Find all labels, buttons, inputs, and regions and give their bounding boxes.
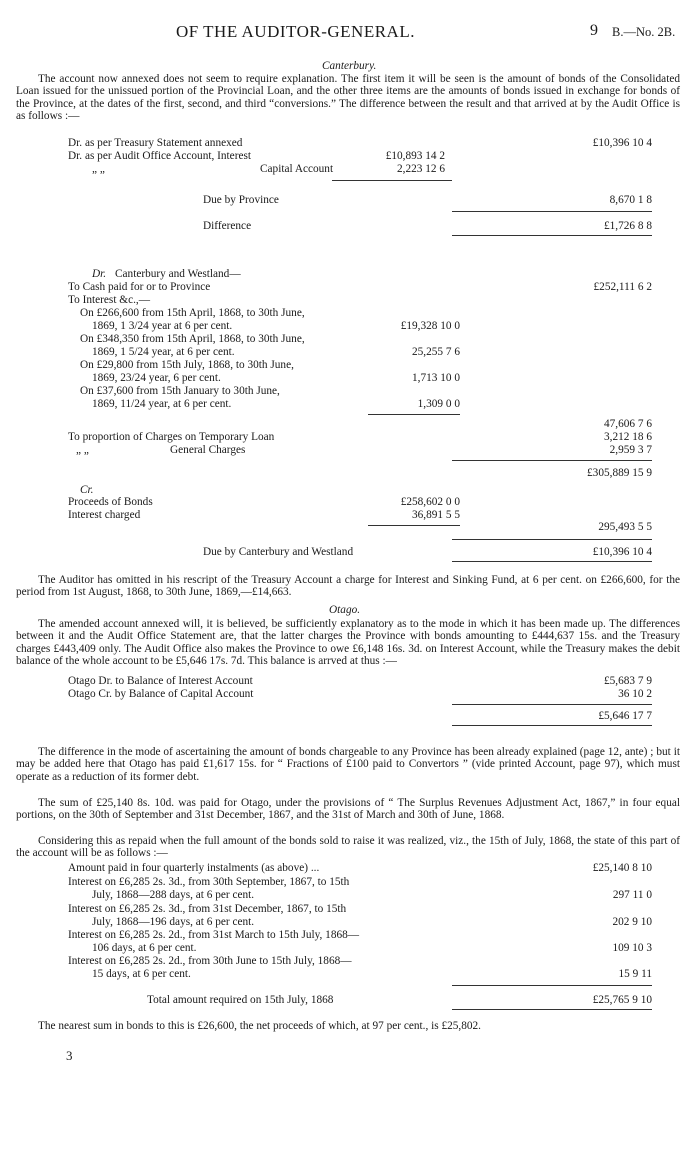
otago-dr-value: £5,683 7 9 [603,675,652,687]
calc-interest-4-value: 15 9 11 [618,968,652,980]
audit-capital: 2,223 12 6 [396,163,445,175]
account-title: Canterbury and Westland— [115,268,241,280]
calc-interest-1: Interest on £6,285 2s. 3d., from 30th September, 1867, to 15th [68,876,350,888]
section-heading-canterbury: Canterbury. [322,60,377,72]
cash-label: To Cash paid for or to Province [68,281,211,293]
otago-intro: The amended account annexed will, it is believed, be sufficiently explanatory as to the mode in which it has been made up. The differences between it and the Audit Office Statement are, that the latter charges the Province with bonds amounting to £444,637 15s. and the Treasury charges £443,409 only. The Audit Office also makes the Province to owe £6,148 16s. 3d. on Interest Account, while the Treasury makes the debit balance of the whole account to be £5,646 17s. 7d. This balance is arrved at thus :— [16,618,680,668]
calc-interest-3: Interest on £6,285 2s. 2d., from 31st March to 15th July, 1868— [68,929,360,941]
divider [452,539,652,540]
dr-total: £305,889 15 9 [587,467,652,479]
interest-item-4-rate: 1869, 11/24 year, at 6 per cent. [92,398,232,410]
calc-total-label: Total amount required on 15th July, 1868 [147,994,334,1006]
interest-item-2-rate: 1869, 1 5/24 year, at 6 per cent. [92,346,235,358]
audit-label: Dr. as per Audit Office Account, Interest [68,150,252,162]
interest-charged-value: 36,891 5 5 [411,509,460,521]
divider [452,460,652,461]
calc-interest-2-days: July, 1868—196 days, at 6 per cent. [92,916,255,928]
otago-cr-label: Otago Cr. by Balance of Capital Account [68,688,254,700]
general-charges-label: General Charges [170,444,246,456]
canterbury-omission: The Auditor has omitted in his rescript of the Treasury Account a charge for Interest and Sinking Fund, at 6 per cent. on £266,600, for the period from 1st August, 1868, to 30th June, 1869,—£14,663. [16,574,680,599]
divider [452,704,652,705]
interest-item-1-rate: 1869, 1 3/24 year at 6 per cent. [92,320,233,332]
interest-item-1-value: £19,328 10 0 [400,320,460,332]
otago-para-2: The difference in the mode of ascertaining the amount of bonds chargeable to any Province has been already explained (page 12, ante) ; but it may be added here that Otago has paid £1,617 15s. for “ Fractions of £100 paid to Convertors ” (vide printed Account, page 97), which must operate as a reduction of its former debt. [16,746,680,783]
interest-item-3: On £29,800 from 15th July, 1868, to 30th June, [80,359,294,371]
calc-instalments-label: Amount paid in four quarterly instalments (as above) ... [68,862,320,874]
difference-label: Difference [203,220,252,232]
interest-item-2: On £348,350 from 15th April, 1868, to 30th June, [80,333,305,345]
due-cw-label: Due by Canterbury and Westland [203,546,354,558]
otago-total: £5,646 17 7 [598,710,652,722]
running-head: OF THE AUDITOR-GENERAL. [176,22,415,41]
doc-reference: B.—No. 2B. [612,25,676,39]
otago-para-4: Considering this as repaid when the full amount of the bonds sold to raise it was realized, viz., the 15th of July, 1868, the state of this part of the account will be as follows :— [16,835,680,860]
otago-cr-value: 36 10 2 [618,688,652,700]
dr-heading: Dr. [92,268,107,280]
calc-instalments-value: £25,140 8 10 [592,862,652,874]
interest-charged-label: Interest charged [68,509,141,521]
interest-item-1: On £266,600 from 15th April, 1868, to 30th June, [80,307,305,319]
bonds-label: Proceeds of Bonds [68,496,153,508]
bonds-value: £258,602 0 0 [400,496,460,508]
divider [368,414,460,415]
due-province-label: Due by Province [203,194,279,206]
otago-para-3: The sum of £25,140 8s. 10d. was paid for Otago, under the provisions of “ The Surplus Revenues Adjustment Act, 1867,” in four equal portions, on the 30th of September and 31st December, 1867, and the 31st of March and 30th of June, 1868. [16,797,680,822]
temp-loan-label: To proportion of Charges on Temporary Loan [68,431,275,443]
general-ditto: „ „ [76,444,89,456]
interest-item-2-value: 25,255 7 6 [411,346,460,358]
canterbury-intro: The account now annexed does not seem to require explanation. The first item it will be seen is the amount of bonds of the Consolidated Loan issued for the unissued portion of the Provincial Loan, and the other three items are the amounts of bonds issued in exchange for bonds of the Province, at the dates of the first, second, and third “conversions.” The difference between the result and that arrived at by the Audit Office is as follows :— [16,73,680,123]
treasury-total: £10,396 10 4 [592,137,652,149]
due-cw-value: £10,396 10 4 [592,546,652,558]
capital-ditto: „ „ [92,163,105,175]
interest-heading: To Interest &c.,— [68,294,151,306]
signature-mark: 3 [66,1048,73,1063]
cr-heading: Cr. [80,484,94,496]
interest-item-3-rate: 1869, 23/24 year, 6 per cent. [92,372,221,384]
due-province-value: 8,670 1 8 [609,194,652,206]
calc-interest-4-days: 15 days, at 6 per cent. [92,968,191,980]
interest-item-4: On £37,600 from 15th January to 30th June, [80,385,280,397]
cash-value: £252,111 6 2 [593,281,652,293]
calc-interest-3-value: 109 10 3 [612,942,652,954]
divider [452,985,652,986]
calc-interest-2: Interest on £6,285 2s. 3d., from 31st December, 1867, to 15th [68,903,347,915]
interest-item-4-value: 1,309 0 0 [417,398,460,410]
otago-para-5: The nearest sum in bonds to this is £26,600, the net proceeds of which, at 97 per cent., is £25,802. [38,1020,482,1032]
cr-total: 295,493 5 5 [598,521,652,533]
divider [452,561,652,562]
interest-item-3-value: 1,713 10 0 [411,372,460,384]
otago-dr-label: Otago Dr. to Balance of Interest Account [68,675,253,687]
divider [452,235,652,236]
temp-loan-value: 3,212 18 6 [603,431,652,443]
divider [332,180,452,181]
difference-value: £1,726 8 8 [603,220,652,232]
divider [452,1009,652,1010]
calc-interest-3-days: 106 days, at 6 per cent. [92,942,197,954]
calc-interest-1-value: 297 11 0 [612,889,652,901]
calc-interest-1-days: July, 1868—288 days, at 6 per cent. [92,889,255,901]
audit-interest: £10,893 14 2 [385,150,445,162]
capital-label: Capital Account [260,163,334,175]
general-charges-value: 2,959 3 7 [609,444,652,456]
treasury-label: Dr. as per Treasury Statement annexed [68,137,243,149]
calc-interest-4: Interest on £6,285 2s. 2d., from 30th June to 15th July, 1868— [68,955,352,967]
divider [452,725,652,726]
section-heading-otago: Otago. [329,604,361,616]
calc-interest-2-value: 202 9 10 [612,916,652,928]
divider [452,211,652,212]
page-number: 9 [590,22,599,39]
calc-total-value: £25,765 9 10 [592,994,652,1006]
interest-total: 47,606 7 6 [603,418,652,430]
